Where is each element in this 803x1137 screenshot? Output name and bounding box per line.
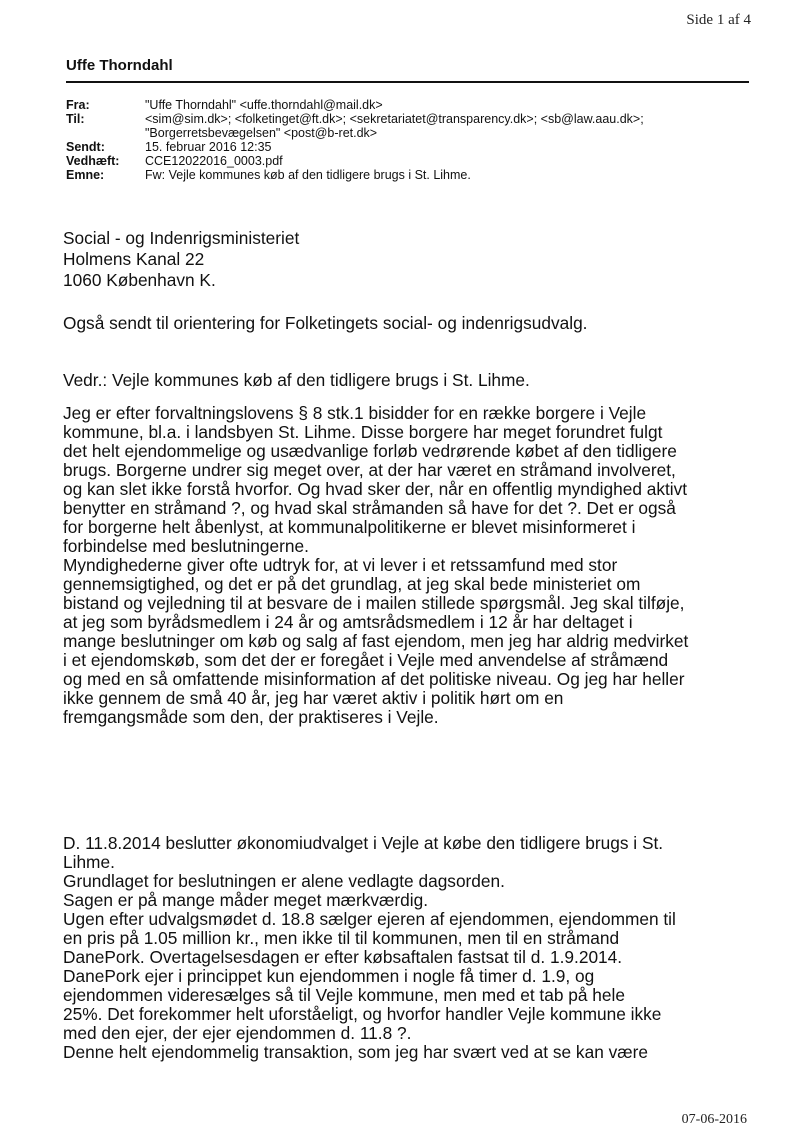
regarding-line [63,371,753,390]
to-value-line-1: <sim@sim.dk>; <folketinget@ft.dk>; <sekretariatet@transparency.dk>; <sb@law.aau.dk>; [145,112,644,126]
to-value [145,112,644,140]
recipient-address [63,228,753,291]
paragraph-line: ejendommen videresælges så til Vejle kommune, men med et tab på hele [63,985,625,1005]
paragraph-line: forbindelse med beslutningerne. [63,536,309,556]
paragraph-line: det helt ejendommelige og usædvanlige forløb vedrørende købet af den tidligere [63,441,677,461]
subject-row [66,168,644,182]
paragraph-line: ikke gennem de små 40 år, jeg har været aktiv i politik hørt om en [63,688,564,708]
address-line: Social - og Indenrigsministeriet [63,228,300,248]
paragraph-line: DanePork. Overtagelsesdagen er efter købsaftalen fastsat til d. 1.9.2014. [63,947,623,967]
paragraph-line: Myndighederne giver ofte udtryk for, at vi lever i et retssamfund med stor [63,555,618,575]
paragraph-1 [63,404,753,727]
attachment-row [66,154,644,168]
sender-divider [66,81,749,83]
page-number: Side 1 af 4 [686,12,751,28]
paragraph-line: Denne helt ejendommelig transaktion, som jeg har svært ved at se kan være [63,1042,648,1062]
to-row [66,112,644,140]
from-value: "Uffe Thorndahl" <uffe.thorndahl@mail.dk> [145,98,383,112]
attachment-label: Vedhæft: [66,154,120,168]
from-label: Fra: [66,98,90,112]
attachment-value: CCE12022016_0003.pdf [145,154,283,168]
email-header [66,98,644,182]
to-label: Til: [66,112,85,126]
paragraph-line: en pris på 1.05 million kr., men ikke til til kommunen, men til en stråmand [63,928,620,948]
paragraph-line: i et ejendomskøb, som det der er foregået i Vejle med anvendelse af stråmænd [63,650,669,670]
subject-value: Fw: Vejle kommunes køb af den tidligere brugs i St. Lihme. [145,168,471,182]
paragraph-line: D. 11.8.2014 beslutter økonomiudvalget i Vejle at købe den tidligere brugs i St. [63,833,664,853]
paragraph-line: bistand og vejledning til at besvare de i mailen stillede spørgsmål. Jeg skal tilføje, [63,593,685,613]
footer-date: 07-06-2016 [681,1112,747,1127]
address-line: 1060 København K. [63,270,216,290]
address-line: Holmens Kanal 22 [63,249,205,269]
paragraph-line: brugs. Borgerne undrer sig meget over, at der har været en stråmand involveret, [63,460,676,480]
paragraph-line: og kan slet ikke forstå hvorfor. Og hvad sker der, når en offentlig myndighed aktivt [63,479,688,499]
paragraph-line: DanePork ejer i princippet kun ejendommen i nogle få timer d. 1.9, og [63,966,595,986]
paragraph-line: kommune, bl.a. i landsbyen St. Lihme. Disse borgere har meget forundret fulgt [63,422,663,442]
regarding-text: Vedr.: Vejle kommunes køb af den tidligere brugs i St. Lihme. [63,370,530,390]
sent-value: 15. februar 2016 12:35 [145,140,272,154]
subject-label: Emne: [66,168,105,182]
paragraph-line: Jeg er efter forvaltningslovens § 8 stk.1 bisidder for en række borgere i Vejle [63,403,647,423]
to-value-line-2: "Borgerretsbevægelsen" <post@b-ret.dk> [145,126,378,140]
from-row [66,98,644,112]
paragraph-line: med den ejer, der ejer ejendommen d. 11.8 ?. [63,1023,412,1043]
paragraph-line: fremgangsmåde som den, der praktiseres i Vejle. [63,707,439,727]
paragraph-line: gennemsigtighed, og det er på det grundlag, at jeg skal bede ministeriet om [63,574,641,594]
sent-row [66,140,644,154]
sent-label: Sendt: [66,140,105,154]
paragraph-line: mange beslutninger om køb og salg af fast ejendom, men jeg har aldrig medvirket [63,631,689,651]
paragraph-line: Lihme. [63,852,115,872]
paragraph-line: benytter en stråmand ?, og hvad skal stråmanden så have for det ?. Det er også [63,498,676,518]
paragraph-line: Sagen er på mange måder meget mærkværdig. [63,890,428,910]
paragraph-line: Grundlaget for beslutningen er alene vedlagte dagsorden. [63,871,505,891]
paragraph-2 [63,834,753,1062]
sender-name: Uffe Thorndahl [66,57,173,74]
cc-note-text: Også sendt til orientering for Folketingets social- og indenrigsudvalg. [63,313,588,333]
paragraph-line: Ugen efter udvalgsmødet d. 18.8 sælger ejeren af ejendommen, ejendommen til [63,909,676,929]
paragraph-line: 25%. Det forekommer helt uforståeligt, og hvorfor handler Vejle kommune ikke [63,1004,662,1024]
paragraph-line: at jeg som byrådsmedlem i 24 år og amtsrådsmedlem i 12 år har deltaget i [63,612,633,632]
paragraph-line: og med en så omfattende misinformation af det politiske niveau. Og jeg har heller [63,669,685,689]
cc-note [63,314,753,333]
paragraph-line: for borgerne helt åbenlyst, at kommunalpolitikerne er blevet misinformeret i [63,517,636,537]
